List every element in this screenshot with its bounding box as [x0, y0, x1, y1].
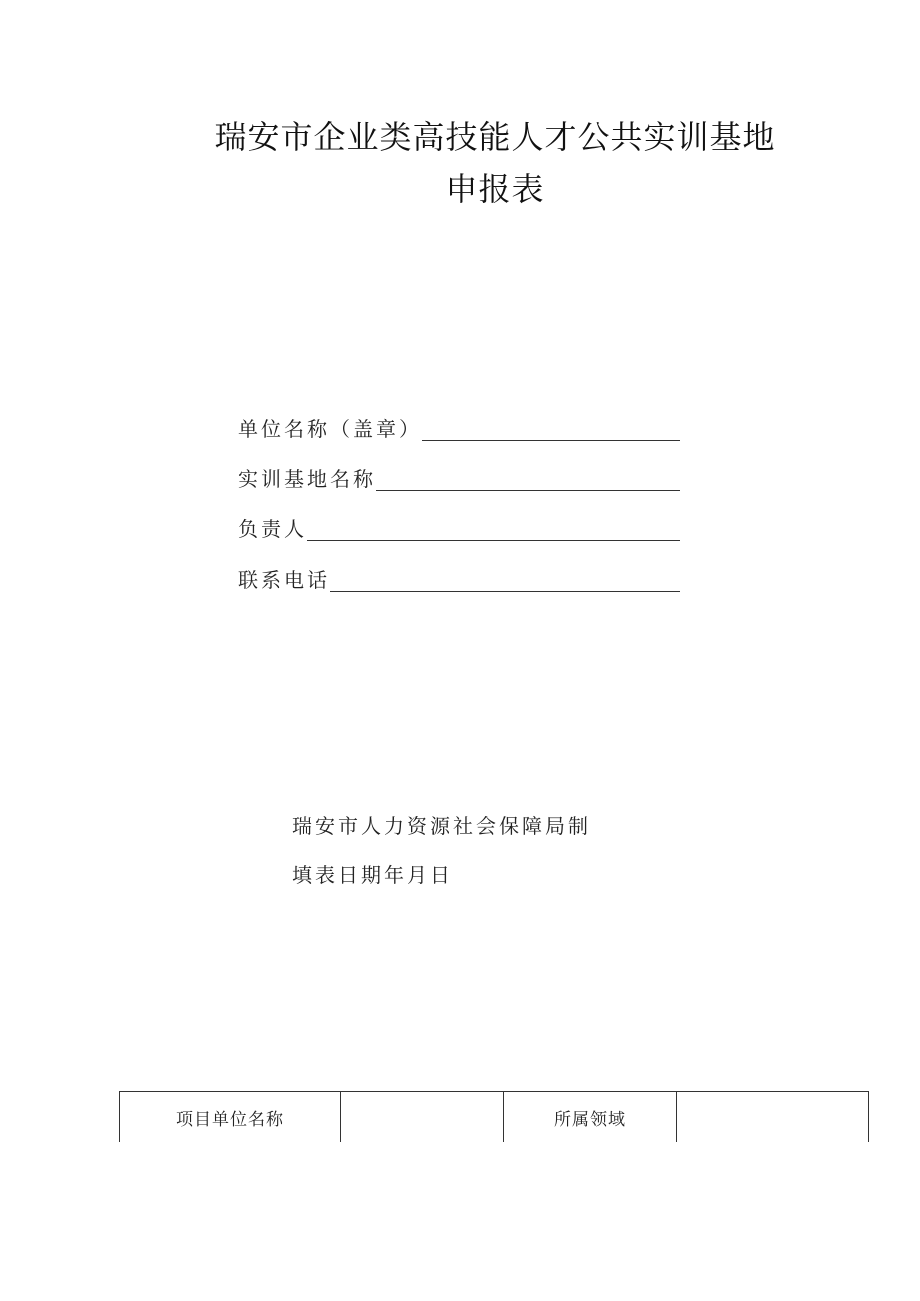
table-cell-field-value[interactable]: [676, 1092, 869, 1142]
field-unit-name: [238, 410, 680, 442]
fill-date-label: 填表日期年月日: [292, 863, 453, 887]
table-cell-field-label: 所属领域: [503, 1092, 676, 1142]
field-person-in-charge: [238, 510, 680, 542]
issuer-text: 瑞安市人力资源社会保障局制: [292, 814, 591, 838]
info-table: [119, 1091, 869, 1142]
table-cell-project-unit-label: 项目单位名称: [119, 1092, 340, 1142]
table-cell-project-unit-value[interactable]: [340, 1092, 503, 1142]
document-title-line1: 瑞安市企业类高技能人才公共实训基地: [214, 118, 776, 156]
field-phone: [238, 561, 680, 593]
field-base-name-blank[interactable]: [376, 489, 680, 491]
field-phone-blank[interactable]: [330, 590, 680, 592]
field-unit-name-label: 单位名称（盖章）: [238, 417, 422, 441]
field-phone-label: 联系电话: [238, 568, 330, 592]
field-person-in-charge-label: 负责人: [238, 517, 307, 541]
field-base-name: [238, 460, 680, 492]
document-title-line2: 申报表: [445, 170, 545, 208]
field-base-name-label: 实训基地名称: [238, 467, 376, 491]
field-unit-name-blank[interactable]: [422, 439, 680, 441]
field-person-in-charge-blank[interactable]: [307, 539, 680, 541]
